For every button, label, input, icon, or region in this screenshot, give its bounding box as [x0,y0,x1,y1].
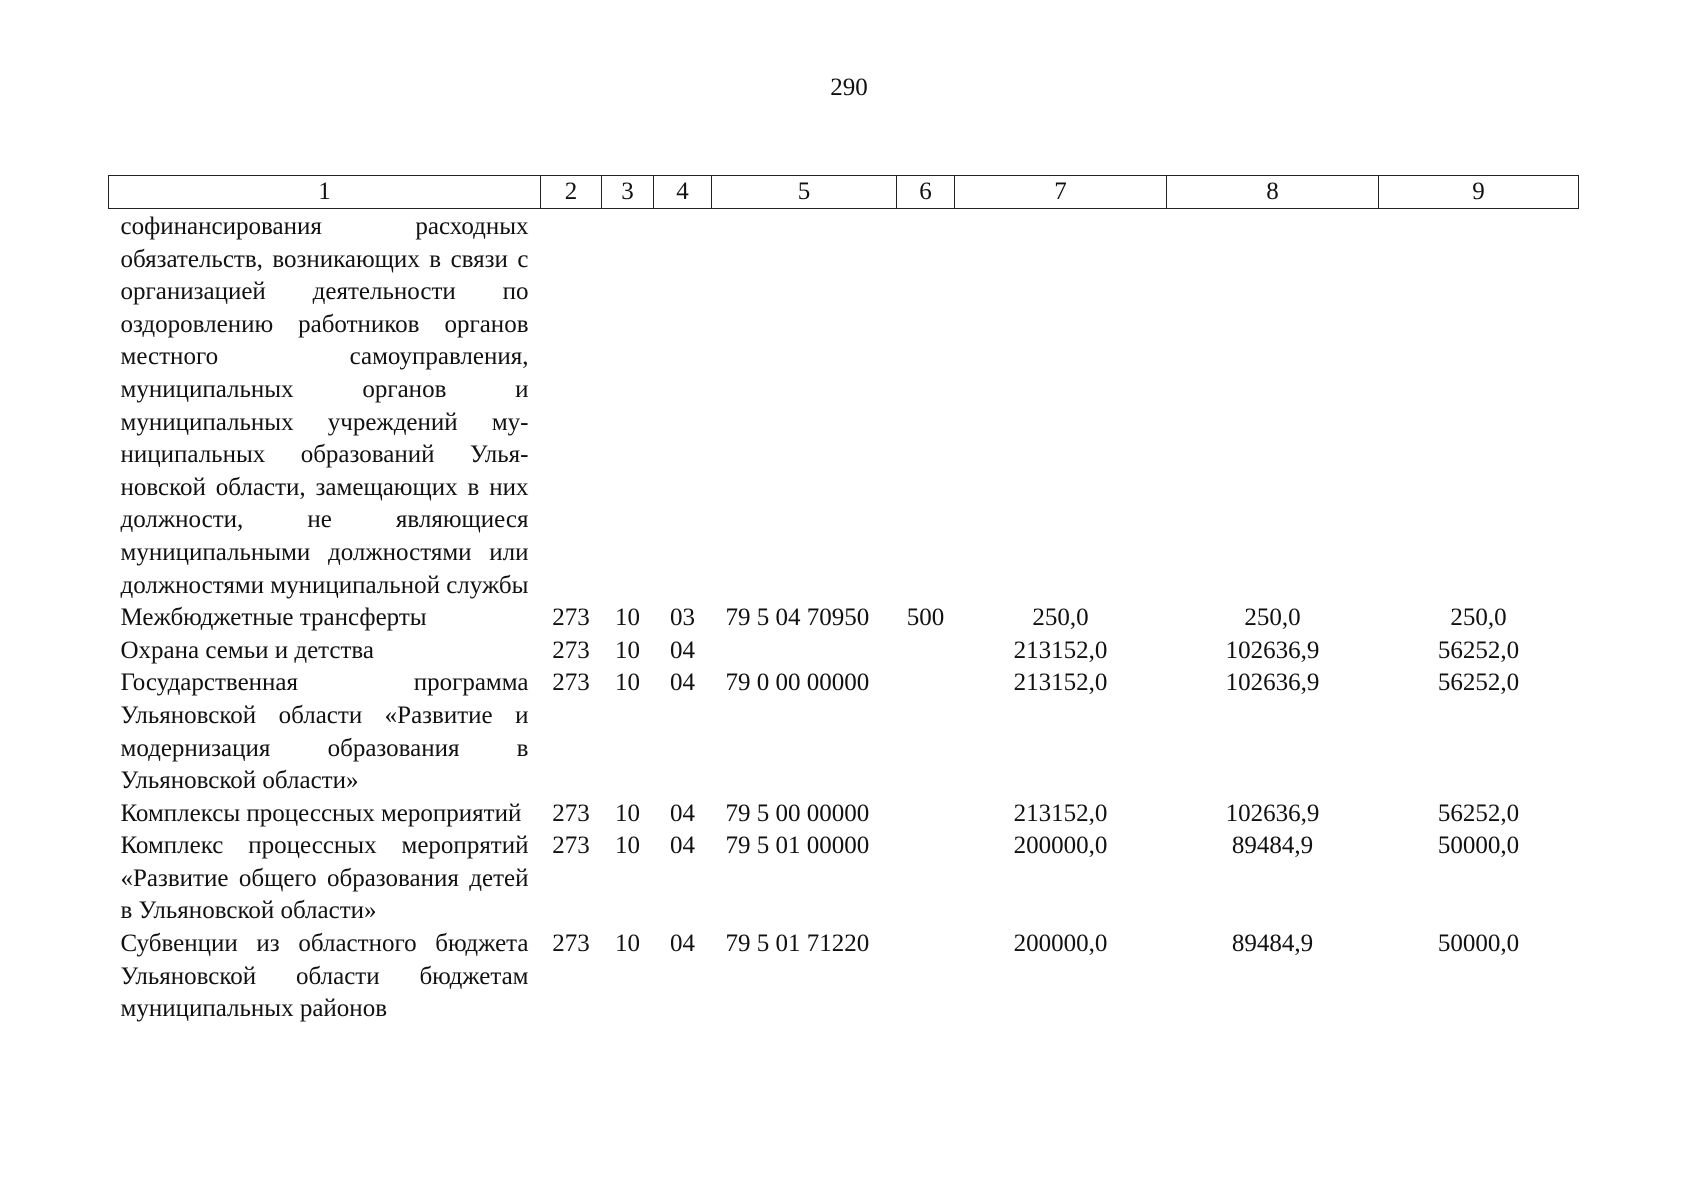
page-number: 290 [830,74,868,101]
row-name: Комплексы процессных мероприятий [120,799,522,827]
cell-subsection: 04 [670,832,695,860]
cell-target-article: 79 0 00 00000 [725,669,870,697]
cell-amount-col8 [1167,209,1379,603]
cell-amount-col9 [1379,209,1579,603]
cell-expense-type: 500 [906,604,945,632]
header-col-2: 2 [541,176,602,209]
row-name: Охрана семьи и детства [120,636,374,664]
cell-amount-col7: 213152,0 [1013,636,1108,664]
cell-subsection [654,209,712,603]
table-row [109,928,1579,1026]
header-col-6: 6 [897,176,955,209]
cell-amount-col8: 102636,9 [1225,669,1320,697]
cell-expense-type [897,798,955,831]
cell-expense-type [897,635,955,668]
header-col-8: 8 [1167,176,1379,209]
cell-amount-col9: 50000,0 [1437,832,1520,860]
cell-target-article: 79 5 01 00000 [725,832,870,860]
header-col-3: 3 [602,176,654,209]
row-name: Межбюджетные трансферты [120,604,427,632]
header-col-7: 7 [955,176,1167,209]
cell-amount-col8: 250,0 [1244,604,1301,632]
cell-expense-type [897,928,955,1026]
table-row [109,830,1579,928]
row-name: Государственная программа Ульяновской области «Развитие и модернизация образования в Ульяновской области» [120,669,529,795]
cell-section: 10 [615,604,640,632]
row-name: Комплекс процессных меропрятий «Развитие общего образования детей в Ульяновской области» [120,832,529,925]
table-header [109,176,1579,209]
cell-ministry: 273 [552,604,590,632]
table-row [109,602,1579,635]
cell-subsection: 04 [670,636,695,664]
cell-ministry: 273 [552,636,590,664]
header-row [109,176,1579,209]
cell-ministry: 273 [552,799,590,827]
cell-amount-col7: 213152,0 [1013,799,1108,827]
cell-amount-col8: 89484,9 [1231,832,1314,860]
cell-amount-col8: 102636,9 [1225,636,1320,664]
cell-subsection: 04 [670,669,695,697]
header-col-9: 9 [1379,176,1579,209]
cell-ministry: 273 [552,669,590,697]
cell-section: 10 [615,669,640,697]
header-col-5: 5 [712,176,897,209]
table-row [109,667,1579,797]
cell-amount-col9: 250,0 [1450,604,1507,632]
cell-expense-type [897,209,955,603]
cell-amount-col7: 250,0 [1032,604,1089,632]
cell-target-article [712,635,897,668]
cell-subsection: 04 [670,930,695,958]
cell-amount-col9: 56252,0 [1437,636,1520,664]
cell-amount-col7 [955,209,1167,603]
row-name: Субвенции из областного бюджета Ульяновской области бюджетам муниципальных районов [120,930,529,1023]
cell-section: 10 [615,832,640,860]
table-row [109,635,1579,668]
cell-amount-col8: 89484,9 [1231,930,1314,958]
cell-subsection: 04 [670,799,695,827]
cell-ministry: 273 [552,832,590,860]
cell-section: 10 [615,930,640,958]
cell-amount-col7: 200000,0 [1013,832,1108,860]
cell-amount-col7: 213152,0 [1013,669,1108,697]
cell-amount-col9: 56252,0 [1437,669,1520,697]
cell-section: 10 [615,799,640,827]
cell-target-article [712,209,897,603]
cell-amount-col9: 50000,0 [1437,930,1520,958]
cell-section [602,209,654,603]
cell-expense-type [897,830,955,928]
cell-expense-type [897,667,955,797]
header-col-1: 1 [109,176,541,209]
cell-section: 10 [615,636,640,664]
cell-amount-col7: 200000,0 [1013,930,1108,958]
cell-amount-col9: 56252,0 [1437,799,1520,827]
table-body [109,209,1579,1026]
cell-ministry [541,209,602,603]
cell-amount-col8: 102636,9 [1225,799,1320,827]
cell-target-article: 79 5 00 00000 [725,799,870,827]
cell-target-article: 79 5 04 70950 [725,604,870,632]
table-row [109,798,1579,831]
header-col-4: 4 [654,176,712,209]
cell-subsection: 03 [670,604,695,632]
table-row [109,209,1579,603]
cell-target-article: 79 5 01 71220 [725,930,870,958]
cell-ministry: 273 [552,930,590,958]
budget-table [108,175,1579,1026]
row-name: софинансирования расходных обязательств, возникающих в связи с организацией деятельности по оздоровлению работников органов местного самоуправления, муниципальных органов и муниципальных учреждений муниципальных образований Ульяновской области, замещающих в них должности, не являющиеся муниципальными должностями или должностями муниципальной службы [120,213,529,599]
